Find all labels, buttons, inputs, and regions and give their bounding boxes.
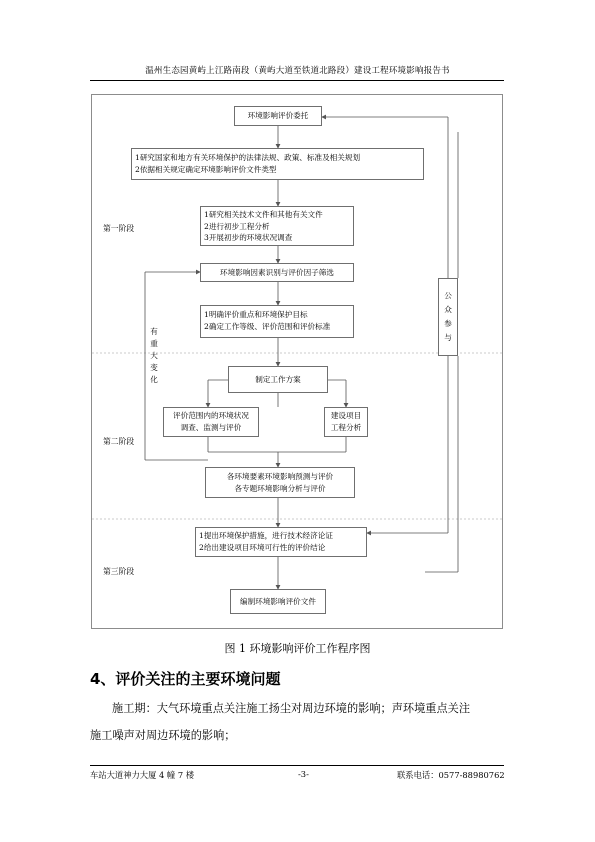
public-char-3: 参 xyxy=(444,319,452,328)
compile-label: 编制环境影响评价文件 xyxy=(240,596,316,606)
footer-address: 车站大道神力大厦 4 幢 7 楼 xyxy=(90,770,195,780)
public-char-4: 与 xyxy=(444,333,452,342)
section-heading: 4、评价关注的主要环境问题 xyxy=(90,670,281,688)
initial-study-box xyxy=(200,206,354,246)
measures-line-2: 2给出建设项目环境可行性的评价结论 xyxy=(199,543,326,552)
major-change-char-3: 大 xyxy=(150,351,158,360)
work-plan-label: 制定工作方案 xyxy=(255,374,301,384)
footer-phone: 联系电话：0577-88980762 xyxy=(397,770,505,780)
env-survey-line-2: 调查、监测与评价 xyxy=(180,423,242,432)
public-participation-box xyxy=(438,278,458,356)
body-paragraph xyxy=(90,695,508,749)
research-laws-line-1: 1研究国家和地方有关环境保护的法律法规、政策、标准及相关规划 xyxy=(135,153,361,162)
prediction-box xyxy=(205,467,355,498)
compile-box xyxy=(230,589,326,614)
footer-page-number: -3- xyxy=(298,769,309,779)
stage-2-label: 第二阶段 xyxy=(103,437,135,446)
footer-rule xyxy=(90,765,504,766)
work-plan-box xyxy=(228,366,328,393)
factor-screening-box xyxy=(200,263,354,282)
figure-caption: 图 1 环境影响评价工作程序图 xyxy=(224,642,371,655)
research-laws-box xyxy=(131,148,424,180)
body-line-2: 施工噪声对周边环境的影响； xyxy=(90,729,236,742)
targets-line-1: 1明确评价重点和环境保护目标 xyxy=(204,310,308,319)
project-analysis-line-1: 建设项目 xyxy=(330,411,362,420)
major-change-char-5: 化 xyxy=(150,375,158,384)
initial-study-line-2: 2进行初步工程分析 xyxy=(204,221,270,231)
research-laws-line-2: 2依据相关规定确定环境影响评价文件类型 xyxy=(135,165,277,174)
prediction-line-1: 各环境要素环境影响预测与评价 xyxy=(226,471,334,481)
measures-box xyxy=(195,527,367,557)
major-change-char-1: 有 xyxy=(150,327,158,336)
body-line-1: 施工期：大气环境重点关注施工扬尘对周边环境的影响；声环境重点关注 xyxy=(112,702,471,715)
page-header: 温州生态园黄屿上江路南段（黄屿大道至铁道北路段）建设工程环境影响报告书 xyxy=(145,66,450,76)
major-change-char-4: 变 xyxy=(150,363,158,372)
project-analysis-line-2: 工程分析 xyxy=(330,423,362,432)
stage-1-label: 第一阶段 xyxy=(103,224,135,233)
entrust-label: 环境影响评价委托 xyxy=(247,111,309,120)
entrust-box xyxy=(234,106,322,126)
initial-study-line-1: 1研究相关技术文件和其他有关文件 xyxy=(204,210,323,219)
major-change-label xyxy=(148,326,160,386)
factor-screening-label: 环境影响因素识别与评价因子筛选 xyxy=(220,267,334,277)
env-survey-line-1: 评价范围内的环境状况 xyxy=(173,411,249,420)
targets-line-2: 2确定工作等级、评价范围和评价标准 xyxy=(204,322,331,331)
initial-study-line-3: 3开展初步的环境状况调查 xyxy=(204,233,293,242)
stage-3-label: 第三阶段 xyxy=(103,567,135,576)
major-change-char-2: 重 xyxy=(150,339,158,348)
targets-box xyxy=(200,305,354,338)
env-survey-box xyxy=(163,407,259,437)
prediction-line-2: 各专题环境影响分析与评价 xyxy=(234,483,326,493)
measures-line-1: 1提出环境保护措施，进行技术经济论证 xyxy=(199,531,333,540)
project-analysis-box xyxy=(324,407,368,437)
public-char-1: 公 xyxy=(444,291,452,300)
public-char-2: 众 xyxy=(444,305,452,314)
